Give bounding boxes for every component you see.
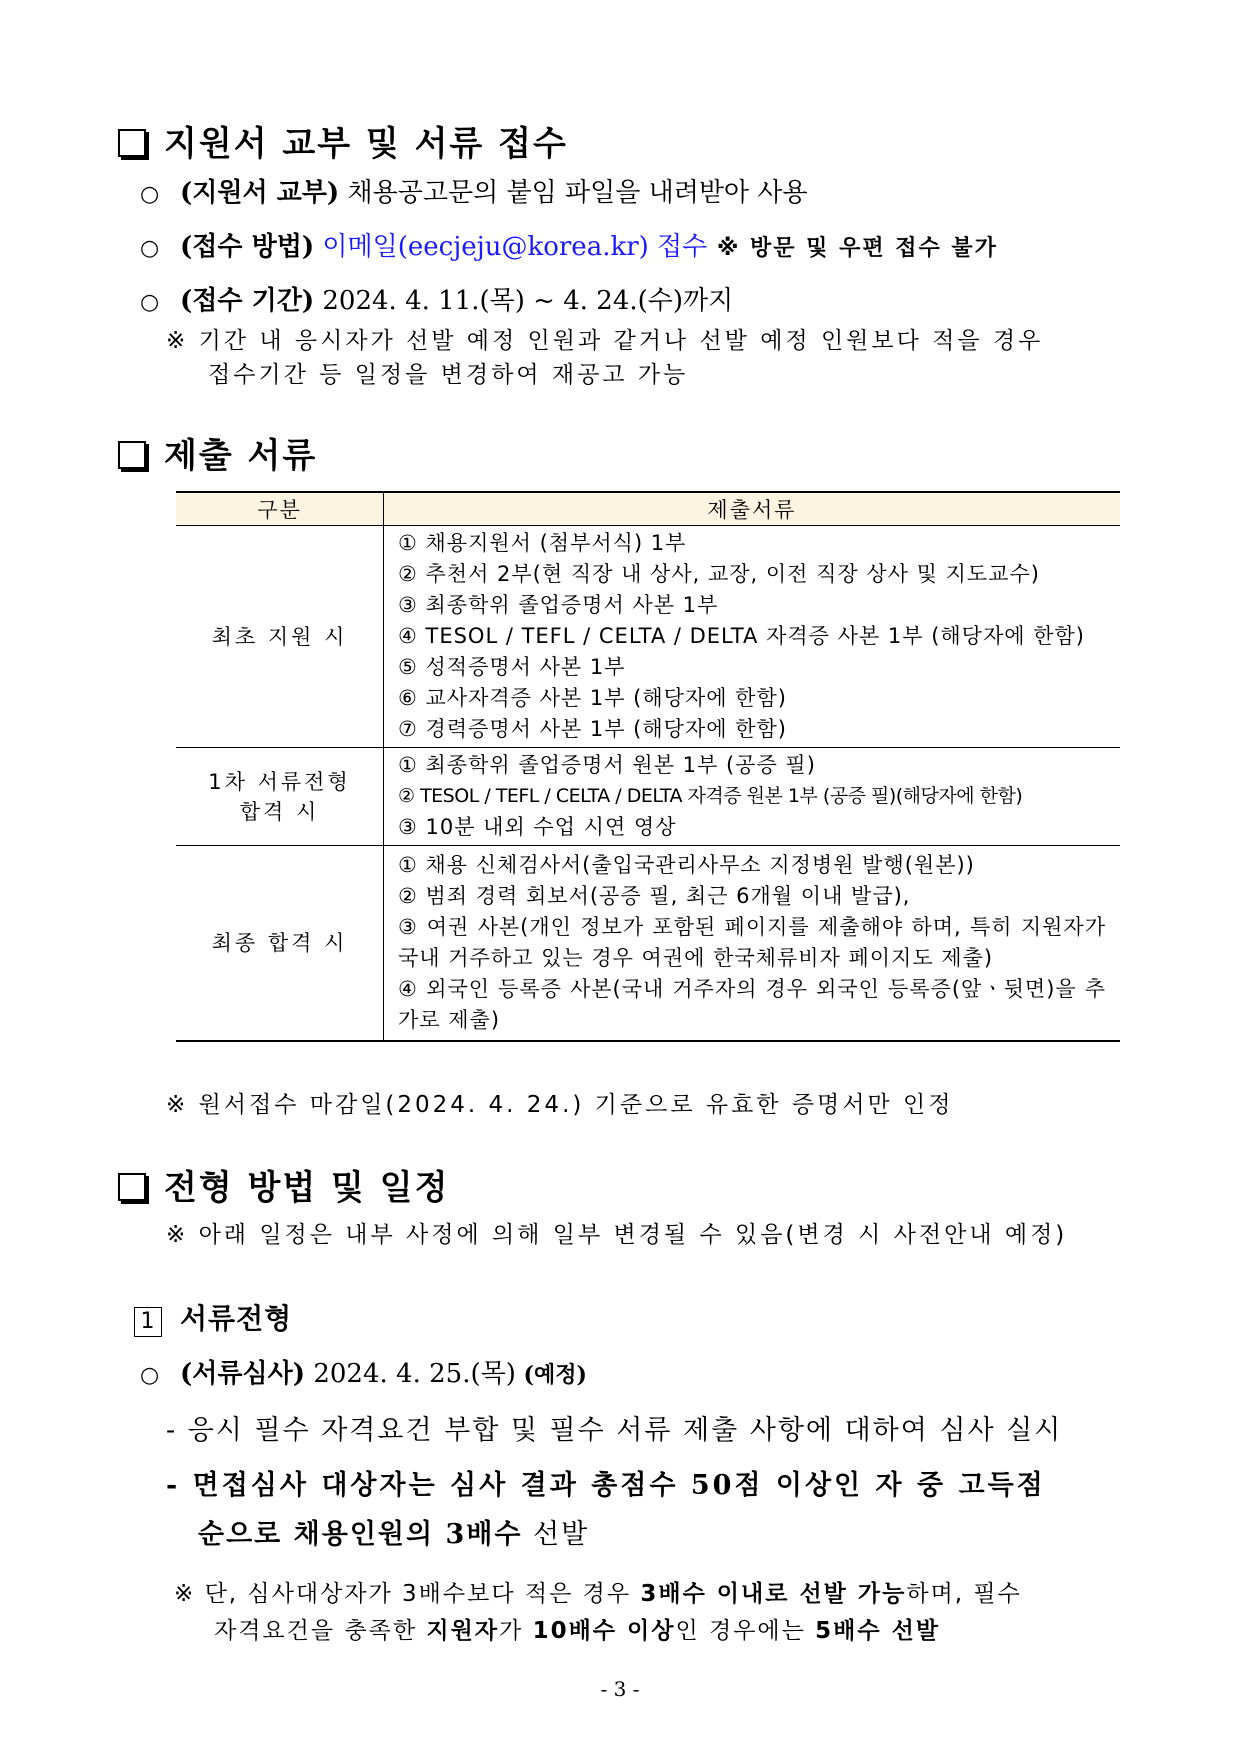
- selection-note-line1: ※ 단, 심사대상자가 3배수보다 적은 경우 3배수 이내로 선발 가능하며, 필수: [174, 1581, 1022, 1607]
- list-item: ① 채용 신체검사서(출입국관리사무소 지정병원 발행(원본)): [398, 853, 975, 877]
- checkbox-square-icon: [118, 129, 146, 157]
- list-item: ① 채용지원서 (첨부서식) 1부: [398, 531, 687, 555]
- list-item: ② TESOL / TEFL / CELTA / DELTA 자격증 원본 1부 (공증 필)(해당자에 한함): [398, 785, 1023, 807]
- row-items-initial: [384, 526, 1121, 748]
- documents-table: [176, 491, 1120, 1042]
- list-item: ⑦ 경력증명서 사본 1부 (해당자에 한함): [398, 717, 787, 741]
- list-item: ⑤ 성적증명서 사본 1부: [398, 655, 626, 679]
- checkbox-square-icon: [118, 441, 146, 469]
- table-header-row: [176, 492, 1120, 526]
- period-note-line1: ※ 기간 내 응시자가 선발 예정 인원과 같거나 선발 예정 인원보다 적을 경우: [166, 328, 1044, 354]
- list-item: ② 추천서 2부(현 직장 내 상사, 교장, 이전 직장 상사 및 지도교수): [398, 562, 1040, 586]
- table-row: [176, 526, 1120, 748]
- list-item: ④ 외국인 등록증 사본(국내 거주자의 경우 외국인 등록증(앞ㆍ뒷면)을 추가로 제출): [398, 977, 1106, 1032]
- table-row: [176, 748, 1120, 846]
- interview-candidate-line1: - 면접심사 대상자는 심사 결과 총점수 50점 이상인 자 중 고득점: [166, 1470, 1046, 1501]
- list-item: ① 최종학위 졸업증명서 원본 1부 (공증 필): [398, 753, 816, 777]
- page-number: - 3 -: [600, 1677, 640, 1701]
- row-items-final: [384, 846, 1121, 1042]
- circle-bullet-icon: ○: [140, 290, 160, 315]
- list-item: ③ 최종학위 졸업증명서 사본 1부: [398, 593, 719, 617]
- period-note-line2: 접수기간 등 일정을 변경하여 재공고 가능: [208, 362, 689, 388]
- review-date-line: ○ (서류심사) 2024. 4. 25.(목) (예정): [140, 1359, 587, 1389]
- subsection-document-screening: 1 서류전형: [134, 1297, 292, 1337]
- section-title-documents: 제출 서류: [118, 428, 317, 477]
- list-item: ④ TESOL / TEFL / CELTA / DELTA 자격증 사본 1부 (해당자에 한함): [398, 624, 1085, 648]
- row-category-final: 최종 합격 시: [176, 846, 384, 1042]
- email-address-link[interactable]: 이메일(eecjeju@korea.kr) 접수: [314, 232, 708, 262]
- submission-period-line: ○ (접수 기간) 2024. 4. 11.(목) ~ 4. 24.(수)까지: [140, 286, 734, 316]
- section-title-application: 지원서 교부 및 서류 접수: [118, 116, 568, 165]
- documents-validity-note: ※ 원서접수 마감일(2024. 4. 24.) 기준으로 유효한 증명서만 인정: [166, 1092, 954, 1118]
- circle-bullet-icon: ○: [140, 1363, 160, 1388]
- section-title-selection: 전형 방법 및 일정: [118, 1160, 449, 1209]
- list-item: ⑥ 교사자격증 사본 1부 (해당자에 한함): [398, 686, 787, 710]
- circle-bullet-icon: ○: [140, 236, 160, 261]
- list-item: ③ 10분 내외 수업 시연 영상: [398, 815, 677, 839]
- interview-candidate-line2: 순으로 채용인원의 3배수 선발: [198, 1519, 590, 1550]
- row-category-initial: 최초 지원 시: [176, 526, 384, 748]
- number-box-icon: 1: [134, 1307, 162, 1337]
- row-items-first-pass: [384, 748, 1121, 846]
- circle-bullet-icon: ○: [140, 182, 160, 207]
- selection-note-line2: 자격요건을 충족한 지원자가 10배수 이상인 경우에는 5배수 선발: [214, 1618, 941, 1644]
- application-distribution-line: ○ (지원서 교부) 채용공고문의 붙임 파일을 내려받아 사용: [140, 178, 808, 208]
- table-row: [176, 846, 1120, 1042]
- checkbox-square-icon: [118, 1173, 146, 1201]
- list-item: ② 범죄 경력 회보서(공증 필, 최근 6개월 이내 발급),: [398, 884, 911, 908]
- header-documents: 제출서류: [384, 492, 1121, 526]
- submission-method-line: ○ (접수 방법) 이메일(eecjeju@korea.kr) 접수 ※ 방문 및 우편 접수 불가: [140, 232, 998, 262]
- schedule-change-note: ※ 아래 일정은 내부 사정에 의해 일부 변경될 수 있음(변경 시 사전안내 예정): [166, 1222, 1068, 1248]
- review-criteria-line: - 응시 필수 자격요건 부합 및 필수 서류 제출 사항에 대하여 심사 실시: [166, 1415, 1063, 1446]
- list-item: ③ 여권 사본(개인 정보가 포함된 페이지를 제출해야 하며, 특히 지원자가 국내 거주하고 있는 경우 여권에 한국체류비자 페이지도 제출): [398, 915, 1106, 970]
- row-category-first-pass: 1차 서류전형 합격 시: [176, 748, 384, 846]
- header-category: 구분: [176, 492, 384, 526]
